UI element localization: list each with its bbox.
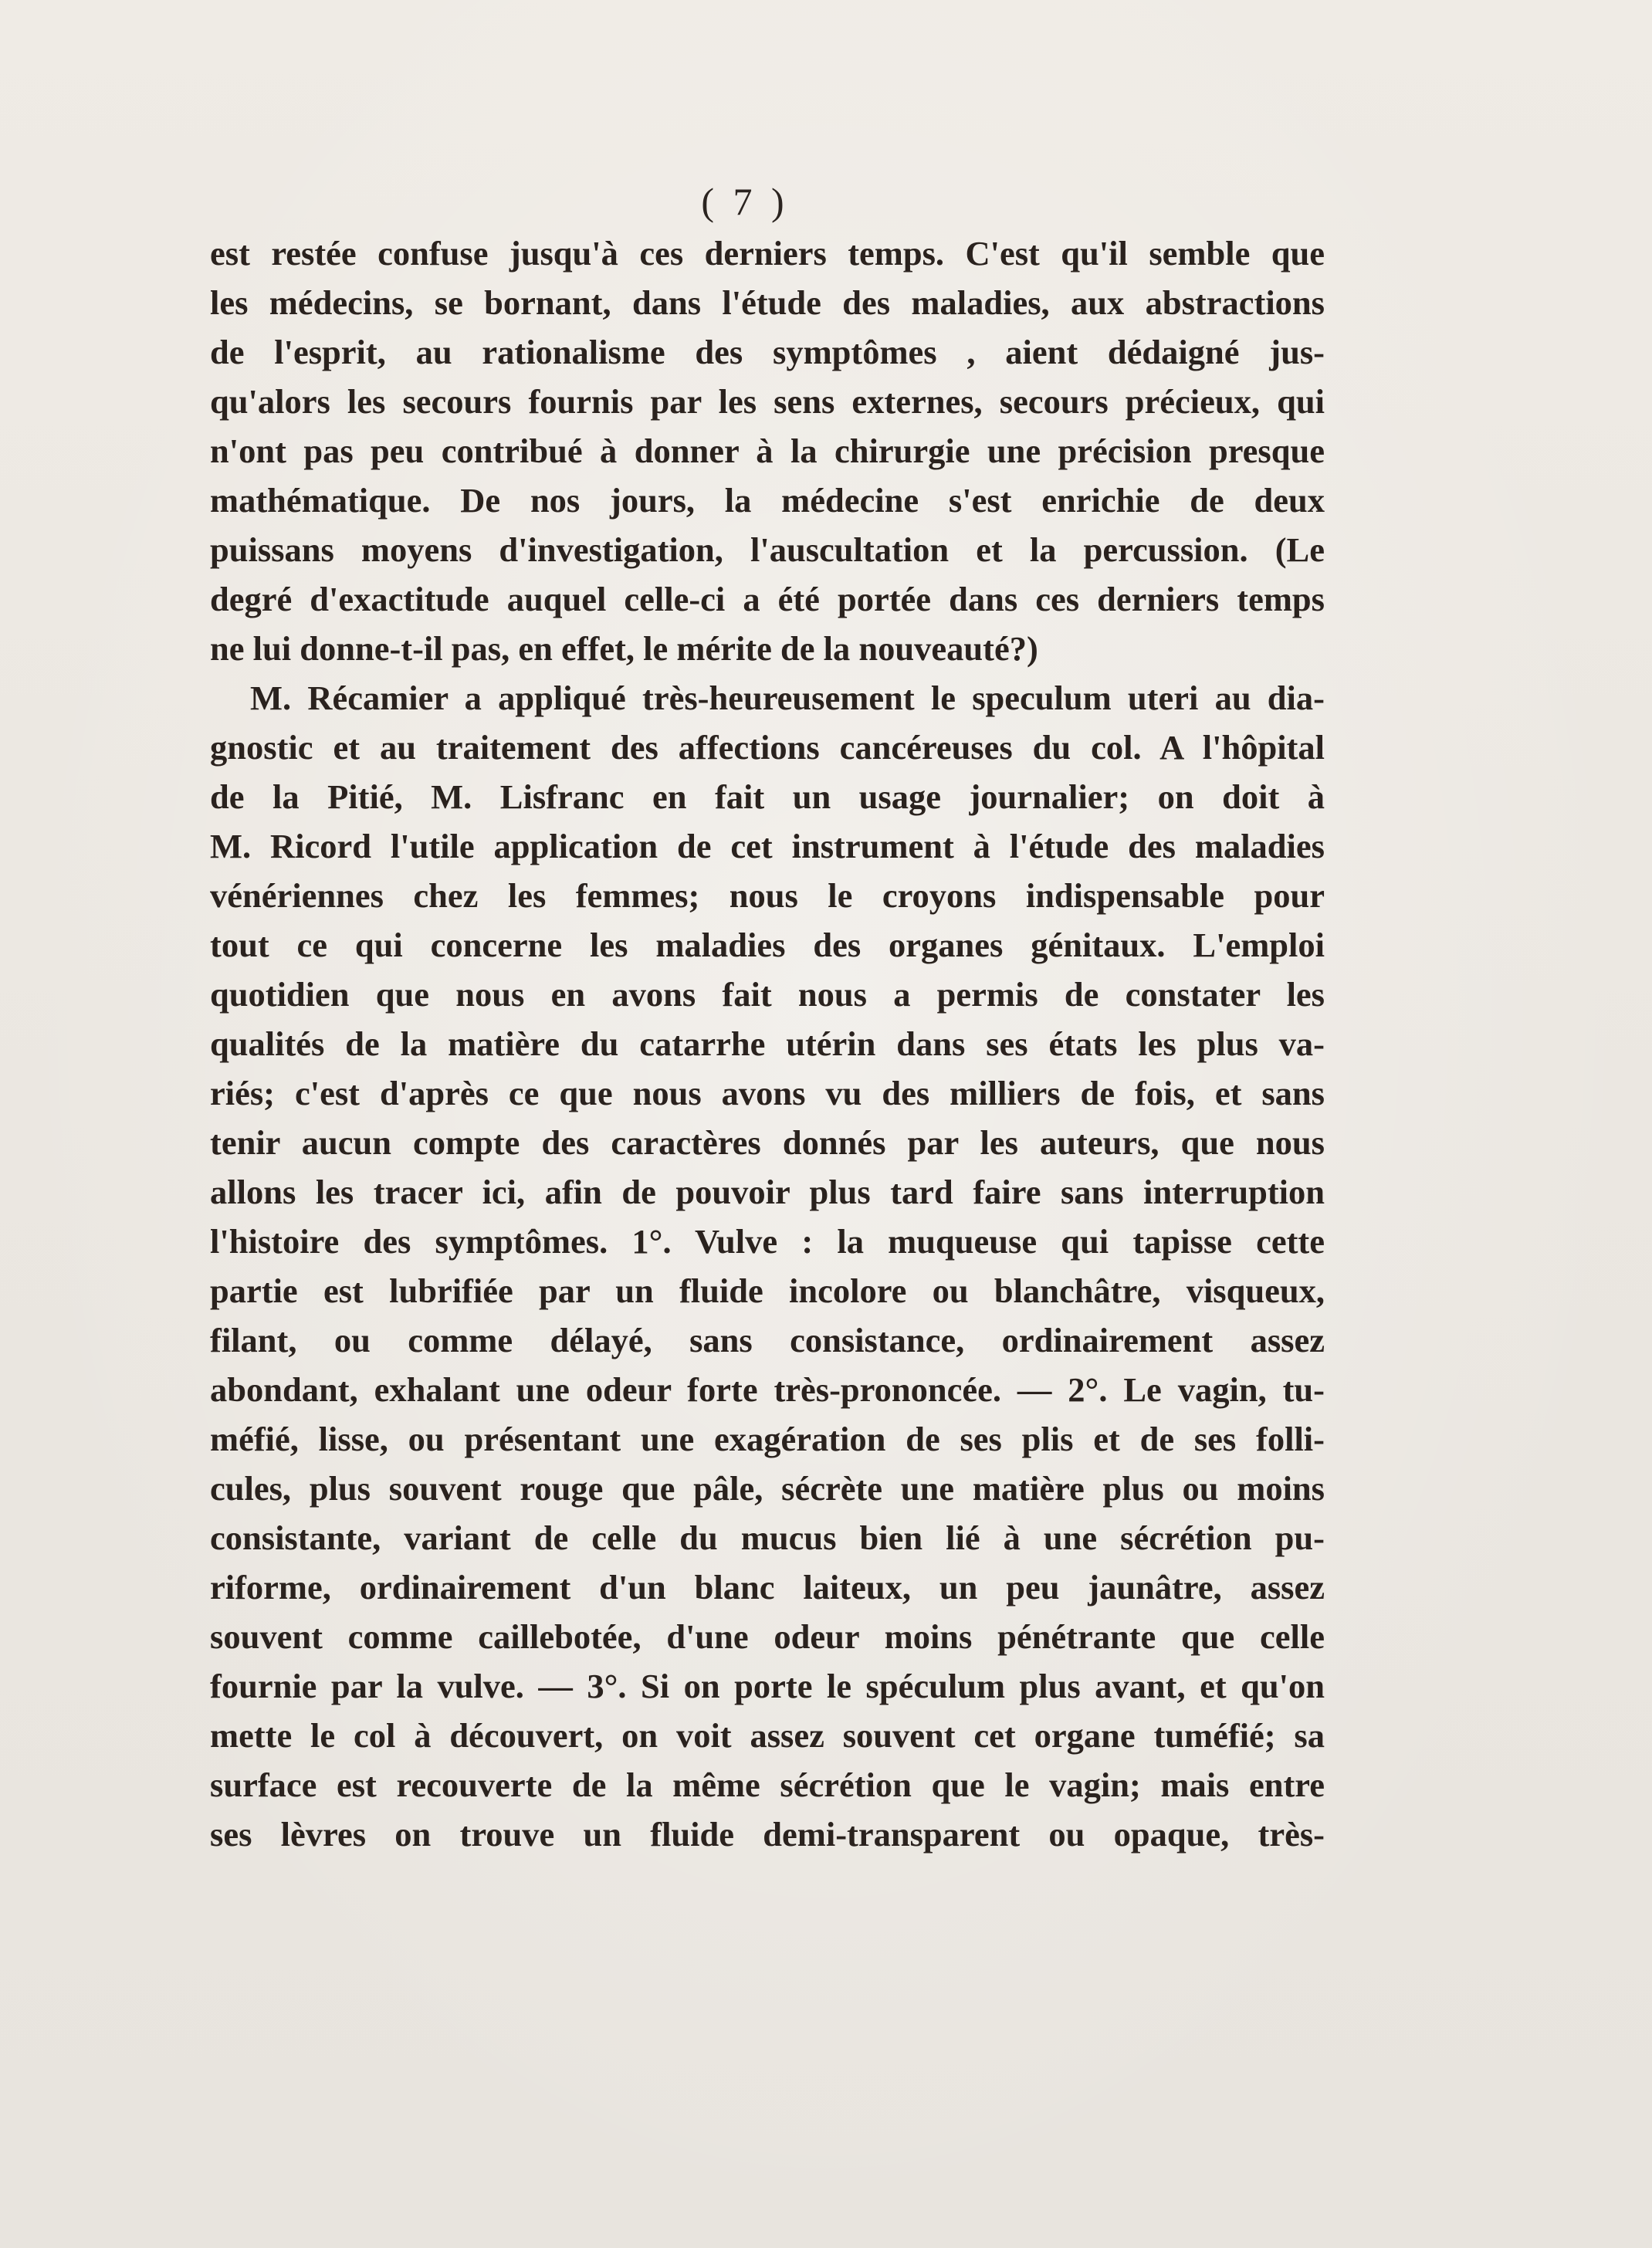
text-line: filant, ou comme délayé, sans consistance, ordinairement assez <box>210 1321 1325 1359</box>
text-line: consistante, variant de celle du mucus bien lié à une sécrétion pu- <box>210 1518 1325 1557</box>
text-line: mathématique. De nos jours, la médecine s'est enrichie de deux <box>210 481 1325 520</box>
text-line: riés; c'est d'après ce que nous avons vu des milliers de fois, et sans <box>210 1074 1325 1112</box>
text-line: gnostic et au traitement des affections cancéreuses du col. A l'hôpital <box>210 728 1325 767</box>
text-line: tout ce qui concerne les maladies des organes génitaux. L'emploi <box>210 926 1325 964</box>
text-line: abondant, exhalant une odeur forte très-prononcée. — 2°. Le vagin, tu- <box>210 1370 1325 1409</box>
text-line: mette le col à découvert, on voit assez souvent cet organe tuméfié; sa <box>210 1716 1325 1755</box>
paragraph-start-line: M. Récamier a appliqué très-heureusement le speculum uteri au dia- <box>250 679 1325 717</box>
page-number: ( 7 ) <box>701 180 789 223</box>
text-line: de l'esprit, au rationalisme des symptômes , aient dédaigné jus- <box>210 333 1325 371</box>
text-line: quotidien que nous en avons fait nous a permis de constater les <box>210 975 1325 1014</box>
text-line: les médecins, se bornant, dans l'étude des maladies, aux abstractions <box>210 283 1325 322</box>
text-line: méfié, lisse, ou présentant une exagération de ses plis et de ses folli- <box>210 1420 1325 1458</box>
text-line: riforme, ordinairement d'un blanc laiteux, un peu jaunâtre, assez <box>210 1568 1325 1606</box>
text-line: souvent comme caillebotée, d'une odeur moins pénétrante que celle <box>210 1617 1325 1656</box>
text-line: ses lèvres on trouve un fluide demi-transparent ou opaque, très- <box>210 1815 1325 1854</box>
text-line: ne lui donne-t-il pas, en effet, le mérite de la nouveauté?) <box>210 629 1038 668</box>
text-line: de la Pitié, M. Lisfranc en fait un usage journalier; on doit à <box>210 777 1325 816</box>
text-line: puissans moyens d'investigation, l'auscultation et la percussion. (Le <box>210 530 1325 569</box>
text-line: qualités de la matière du catarrhe utérin dans ses états les plus va- <box>210 1024 1325 1063</box>
body-text <box>210 229 1325 1859</box>
text-line: allons les tracer ici, afin de pouvoir plus tard faire sans interruption <box>210 1173 1325 1211</box>
text-line: surface est recouverte de la même sécrétion que le vagin; mais entre <box>210 1766 1325 1804</box>
text-line: M. Ricord l'utile application de cet instrument à l'étude des maladies <box>210 827 1325 865</box>
text-line: qu'alors les secours fournis par les sens externes, secours précieux, qui <box>210 382 1325 421</box>
text-line: cules, plus souvent rouge que pâle, sécrète une matière plus ou moins <box>210 1469 1325 1508</box>
text-line: vénériennes chez les femmes; nous le croyons indispensable pour <box>210 876 1325 915</box>
text-line: n'ont pas peu contribué à donner à la chirurgie une précision presque <box>210 432 1325 470</box>
text-line: tenir aucun compte des caractères donnés par les auteurs, que nous <box>210 1123 1325 1162</box>
text-line: fournie par la vulve. — 3°. Si on porte le spéculum plus avant, et qu'on <box>210 1667 1325 1705</box>
text-line: partie est lubrifiée par un fluide incolore ou blanchâtre, visqueux, <box>210 1271 1325 1310</box>
text-line: degré d'exactitude auquel celle-ci a été portée dans ces derniers temps <box>210 580 1325 618</box>
text-line: l'histoire des symptômes. 1°. Vulve : la muqueuse qui tapisse cette <box>210 1222 1325 1261</box>
text-line: est restée confuse jusqu'à ces derniers temps. C'est qu'il semble que <box>210 234 1325 273</box>
